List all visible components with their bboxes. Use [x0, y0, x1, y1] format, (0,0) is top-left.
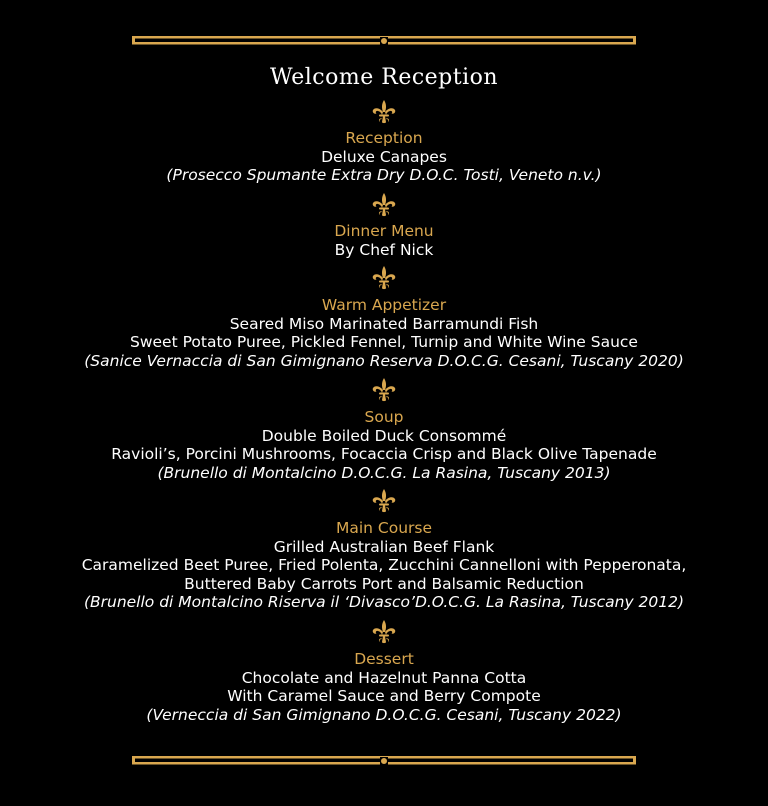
top-ornamental-border — [132, 34, 636, 48]
course-dish: Grilled Australian Beef Flank — [273, 537, 495, 556]
course-reception — [0, 129, 768, 185]
course-dish: Deluxe Canapes — [321, 147, 447, 166]
menu-title: Welcome Reception — [269, 65, 499, 90]
bottom-ornamental-border — [132, 754, 636, 768]
course-main-course — [0, 519, 768, 612]
course-heading: Reception — [345, 129, 423, 147]
course-heading: Dinner Menu — [334, 222, 434, 240]
fleur-de-lis-icon — [0, 192, 768, 218]
fleur-de-lis-icon — [0, 488, 768, 514]
wine-pairing: (Brunello di Montalcino Riserva il ‘Divasco’D.O.C.G. La Rasina, Tuscany 2012) — [83, 593, 685, 611]
fleur-de-lis-icon — [0, 99, 768, 125]
course-dish: Seared Miso Marinated Barramundi Fish — [229, 314, 539, 333]
course-dish: Caramelized Beet Puree, Fried Polenta, Zucchini Cannelloni with Pepperonata, — [81, 556, 687, 574]
course-soup — [0, 408, 768, 482]
fleur-de-lis-icon — [0, 265, 768, 291]
wine-pairing: (Sanice Vernaccia di San Gimignano Reserva D.O.C.G. Cesani, Tuscany 2020) — [84, 351, 684, 370]
course-dessert — [0, 650, 768, 724]
wine-pairing: (Verneccia di San Gimignano D.O.C.G. Cesani, Tuscany 2022) — [146, 705, 622, 724]
course-dish: Ravioli’s, Porcini Mushrooms, Focaccia Crisp and Black Olive Tapenade — [111, 445, 657, 463]
fleur-de-lis-icon — [0, 377, 768, 403]
course-heading: Dessert — [354, 650, 414, 668]
course-dish: Buttered Baby Carrots Port and Balsamic Reduction — [184, 574, 584, 593]
course-dish: Sweet Potato Puree, Pickled Fennel, Turnip and White Wine Sauce — [130, 333, 638, 351]
course-dish: Chocolate and Hazelnut Panna Cotta — [241, 668, 527, 687]
chef-credit: By Chef Nick — [334, 240, 434, 259]
course-heading: Main Course — [335, 519, 433, 537]
fleur-de-lis-icon — [0, 619, 768, 645]
course-warm-appetizer — [0, 296, 768, 370]
course-heading: Soup — [364, 408, 404, 426]
wine-pairing: (Brunello di Montalcino D.O.C.G. La Rasina, Tuscany 2013) — [157, 463, 611, 482]
course-heading: Warm Appetizer — [321, 296, 447, 314]
course-dinner-menu — [0, 222, 768, 259]
course-dish: With Caramel Sauce and Berry Compote — [227, 687, 541, 705]
course-dish: Double Boiled Duck Consommé — [261, 426, 507, 445]
wine-pairing: (Prosecco Spumante Extra Dry D.O.C. Tosti, Veneto n.v.) — [166, 166, 602, 184]
